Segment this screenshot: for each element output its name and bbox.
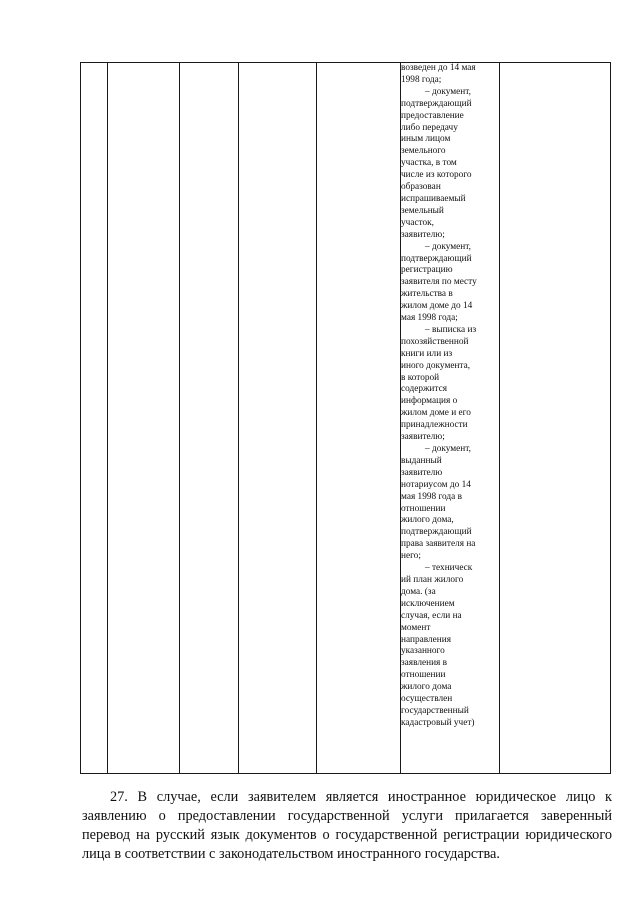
list-line: подтверждающий xyxy=(401,253,472,264)
list-line: предоставление xyxy=(401,110,464,121)
list-line: иным лицом xyxy=(401,134,451,145)
list-line: содержится xyxy=(401,384,447,395)
list-line: ий план жилого xyxy=(401,574,464,585)
list-line: земельного xyxy=(401,146,446,157)
list-line: отношении xyxy=(401,670,446,681)
list-line: в которой xyxy=(401,372,440,383)
list-line: похозяйственной xyxy=(401,336,469,347)
table-cell-empty xyxy=(317,63,401,774)
list-line: права заявителя на xyxy=(401,539,476,550)
list-line: отношении xyxy=(401,503,446,514)
list-line: – выписка из xyxy=(425,324,477,335)
list-line: дома. (за xyxy=(401,586,436,597)
table-cell-documents-list xyxy=(401,63,500,774)
list-line: – документ, xyxy=(425,444,471,454)
list-line: заявителю; xyxy=(401,229,445,240)
paragraph-number: 27. xyxy=(110,789,128,805)
list-line: выданный xyxy=(401,455,442,466)
list-line: жилом доме и его xyxy=(401,408,471,419)
list-line: заявителя по месту xyxy=(401,277,477,288)
paragraph-text: В случае, если заявителем является иностранное юридическое лицо к заявлению о предоставлении государственной услуги прилагается заверенный перевод на русский язык документов о государственной регистрации юридического лица в соответствии с законодательством иностранного государства. xyxy=(82,789,613,862)
table-row xyxy=(81,63,611,774)
list-line: заявления в xyxy=(401,658,448,669)
list-line: принадлежности xyxy=(401,420,468,431)
list-line: регистрацию xyxy=(401,265,453,276)
requirements-table xyxy=(80,62,611,774)
list-line: испрашиваемый xyxy=(401,193,466,204)
list-line: мая 1998 года; xyxy=(401,313,458,324)
list-line: кадастровый учет) xyxy=(401,717,475,728)
list-line: возведен до 14 мая xyxy=(401,63,476,73)
list-line: книги или из xyxy=(401,348,453,359)
list-line: момент xyxy=(401,622,431,633)
list-line: иного документа, xyxy=(401,360,471,371)
list-line: 1998 года; xyxy=(401,74,442,85)
list-line: жилом доме до 14 xyxy=(401,301,473,312)
list-line: – документ, xyxy=(425,86,471,97)
list-line: участка, в том xyxy=(401,158,457,169)
list-line: заявителю xyxy=(401,467,443,478)
list-line: информация о xyxy=(401,396,458,407)
paragraph-27 xyxy=(82,788,612,864)
list-line: указанного xyxy=(401,646,445,657)
list-line: – документ, xyxy=(425,241,471,252)
table-cell-empty xyxy=(180,63,239,774)
list-line: мая 1998 года в xyxy=(401,491,462,502)
list-line: государственный xyxy=(401,705,469,716)
list-line: образован xyxy=(401,182,441,193)
list-line: участок, xyxy=(401,217,435,228)
list-line: подтверждающий xyxy=(401,527,472,538)
list-line: либо передачу xyxy=(401,122,458,133)
list-line: подтверждающий xyxy=(401,98,472,109)
list-line: исключением xyxy=(401,598,455,609)
table-cell-empty xyxy=(81,63,108,774)
list-line: жилого дома xyxy=(401,682,452,693)
list-line: жилого дома, xyxy=(401,515,454,526)
table-cell-empty xyxy=(108,63,180,774)
list-line: нотариусом до 14 xyxy=(401,479,471,490)
list-line: осуществлен xyxy=(401,694,453,705)
list-line: заявителю; xyxy=(401,432,445,443)
list-line: жительства в xyxy=(401,289,453,300)
table-cell-empty xyxy=(500,63,611,774)
list-line: числе из которого xyxy=(401,170,472,181)
list-line: него; xyxy=(401,551,421,562)
list-line: направления xyxy=(401,634,451,645)
table-cell-empty xyxy=(239,63,317,774)
list-line: – техническ xyxy=(425,563,473,574)
list-line: случая, если на xyxy=(401,610,462,621)
list-line: земельный xyxy=(401,205,444,216)
